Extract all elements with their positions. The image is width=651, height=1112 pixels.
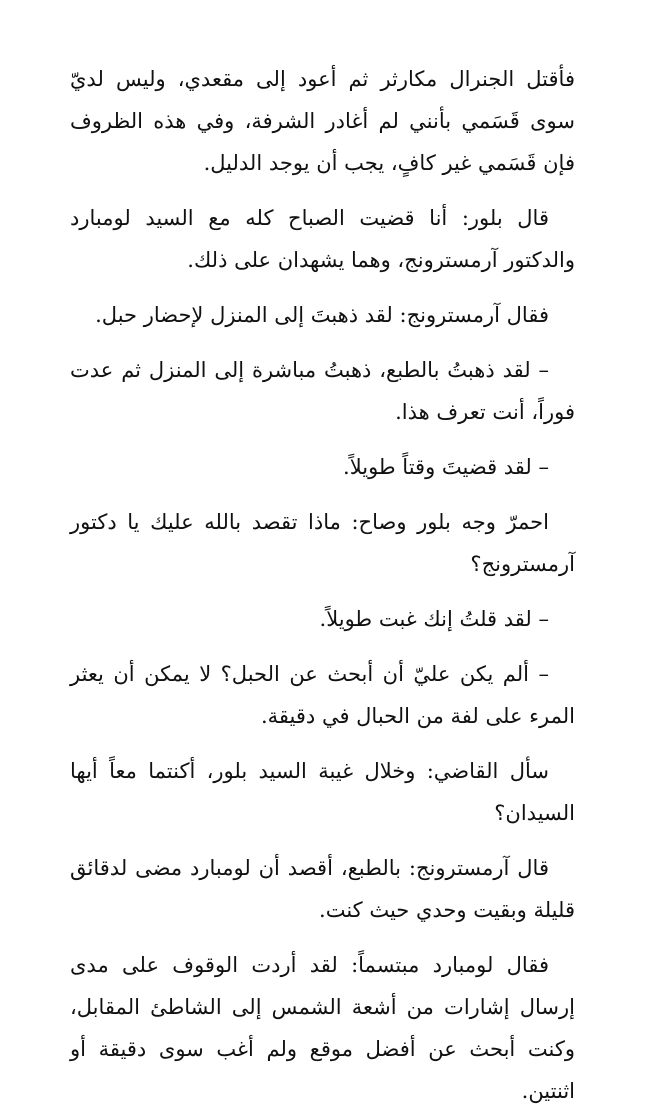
paragraph-5: – لقد قضيتَ وقتاً طويلاً. [343, 455, 549, 479]
paragraph-6: احمرّ وجه بلور وصاح: ماذا تقصد بالله عليك يا دكتور آرمسترونج؟ [70, 510, 575, 576]
paragraph-10: قال آرمسترونج: بالطبع، أقصد أن لومبارد مضى لدقائق قليلة وبقيت وحدي حيث كنت. [70, 856, 575, 922]
paragraph-4: – لقد ذهبتُ بالطبع، ذهبتُ مباشرة إلى المنزل ثم عدت فوراً، أنت تعرف هذا. [70, 358, 575, 424]
paragraph-8: – ألم يكن عليّ أن أبحث عن الحبل؟ لا يمكن أن يعثر المرء على لفة من الحبال في دقيقة. [70, 662, 575, 728]
paragraph-7: – لقد قلتُ إنك غبت طويلاً. [319, 607, 549, 631]
paragraph-3: فقال آرمسترونج: لقد ذهبتَ إلى المنزل لإحضار حبل. [95, 303, 549, 327]
paragraph-2: قال بلور: أنا قضيت الصباح كله مع السيد لومبارد والدكتور آرمسترونج، وهما يشهدان على ذلك. [70, 206, 575, 272]
paragraph-1: فأقتل الجنرال مكارثر ثم أعود إلى مقعدي، وليس لديّ سوى قَسَمي بأنني لم أغادر الشرفة، وفي هذه الظروف فإن قَسَمي غير كافٍ، يجب أن يوجد الدليل. [70, 67, 575, 175]
paragraph-11: فقال لومبارد مبتسماً: لقد أردت الوقوف على مدى إرسال إشارات من أشعة الشمس إلى الشاطئ المقابل، وكنت أبحث عن أفضل موقع ولم أغب سوى دقيقة أو اثنتين. [70, 953, 575, 1103]
paragraph-9: سأل القاضي: وخلال غيبة السيد بلور، أكنتما معاً أيها السيدان؟ [70, 759, 575, 825]
